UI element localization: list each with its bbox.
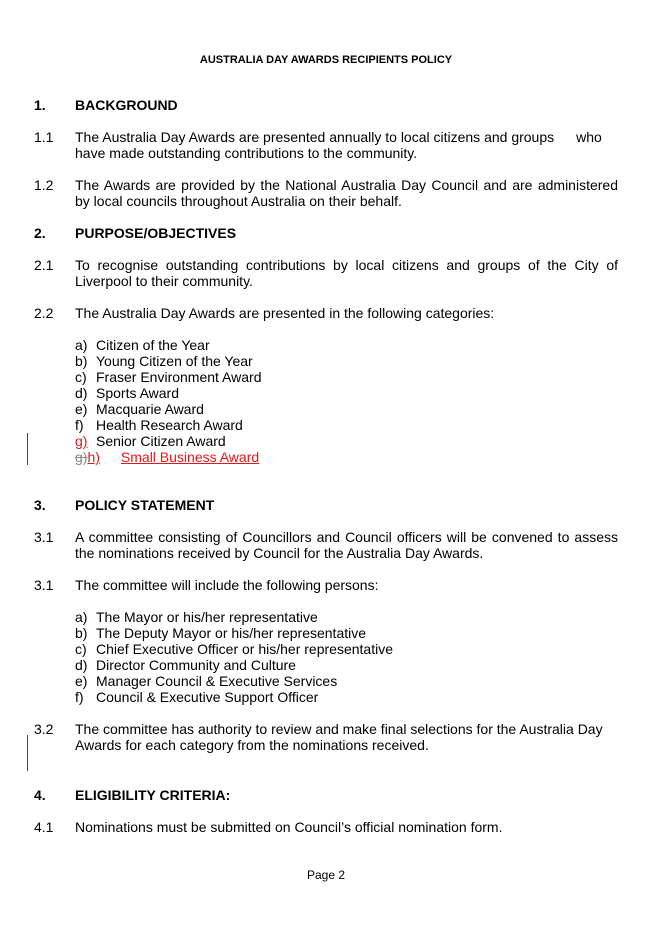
paragraph-text: The Australia Day Awards are presented in the following categories: [75, 305, 495, 321]
revision-change-bar [27, 433, 28, 465]
paragraph-text: To recognise outstanding contributions by local citizens and groups of the City of Liverpool to their community. [75, 257, 618, 289]
list-item-tracked-change [75, 449, 261, 465]
paragraph-line: The Australia Day Awards are presented annually to local citizens and groups [75, 129, 555, 145]
list-item: b) The Deputy Mayor or his/her representative [75, 625, 367, 641]
paragraph-text: A committee consisting of Councillors and Council officers will be convened to assess the nominations received by Council for the Australia Day Awards. [75, 529, 618, 561]
categories-list [75, 337, 261, 465]
paragraph-text: The committee has authority to review and make final selections for the Australia Day Awards for each category from the nominations received. [75, 721, 603, 753]
list-item: d) Director Community and Culture [75, 657, 296, 673]
revision-change-bar [27, 735, 28, 771]
list-item: e) Manager Council & Executive Services [75, 673, 338, 689]
list-item-tracked-insert: g) Senior Citizen Award [75, 433, 226, 449]
paragraph-number: 2.1 [34, 257, 54, 273]
section-number: 2. [34, 225, 46, 241]
paragraph-number: 3.2 [34, 721, 54, 737]
section-number: 1. [34, 97, 46, 113]
inserted-text: Small Business Award [120, 449, 260, 465]
paragraph-text: The Awards are provided by the National Australia Day Council and are administered by local councils throughout Australia on their behalf. [75, 177, 618, 209]
section-number: 4. [34, 787, 46, 803]
list-item: f) Health Research Award [75, 417, 243, 433]
inserted-label: g) [75, 433, 88, 449]
list-item: f) Council & Executive Support Officer [75, 689, 319, 705]
inserted-label: h) [87, 449, 100, 465]
paragraph-number: 1.2 [34, 177, 54, 193]
list-item: d) Sports Award [75, 385, 180, 401]
paragraph-number: 3.1 [34, 577, 54, 593]
page-number: Page 2 [306, 868, 346, 882]
committee-persons-list [75, 609, 393, 705]
section-title: BACKGROUND [75, 97, 178, 113]
paragraph-text: Nominations must be submitted on Council’s official nomination form. [75, 819, 503, 835]
paragraph-number: 3.1 [34, 529, 54, 545]
paragraph-number: 4.1 [34, 819, 54, 835]
section-title: ELIGIBILITY CRITERIA: [75, 787, 231, 803]
list-item: c) Fraser Environment Award [75, 369, 262, 385]
paragraph-line: have made outstanding contributions to the community. [75, 145, 418, 161]
list-item: c) Chief Executive Officer or his/her representative [75, 641, 393, 657]
paragraph-text: The committee will include the following persons: [75, 577, 379, 593]
list-item: b) Young Citizen of the Year [75, 353, 253, 369]
section-title: PURPOSE/OBJECTIVES [75, 225, 237, 241]
paragraph-line-end: who [576, 129, 602, 145]
document-title: AUSTRALIA DAY AWARDS RECIPIENTS POLICY [199, 54, 453, 66]
list-item: e) Macquarie Award [75, 401, 204, 417]
deleted-label: g) [75, 449, 88, 465]
section-title: POLICY STATEMENT [75, 497, 215, 513]
list-item: a) Citizen of the Year [75, 337, 210, 353]
paragraph-number: 1.1 [34, 129, 54, 145]
section-number: 3. [34, 497, 46, 513]
list-item: a) The Mayor or his/her representative [75, 609, 318, 625]
paragraph-number: 2.2 [34, 305, 54, 321]
